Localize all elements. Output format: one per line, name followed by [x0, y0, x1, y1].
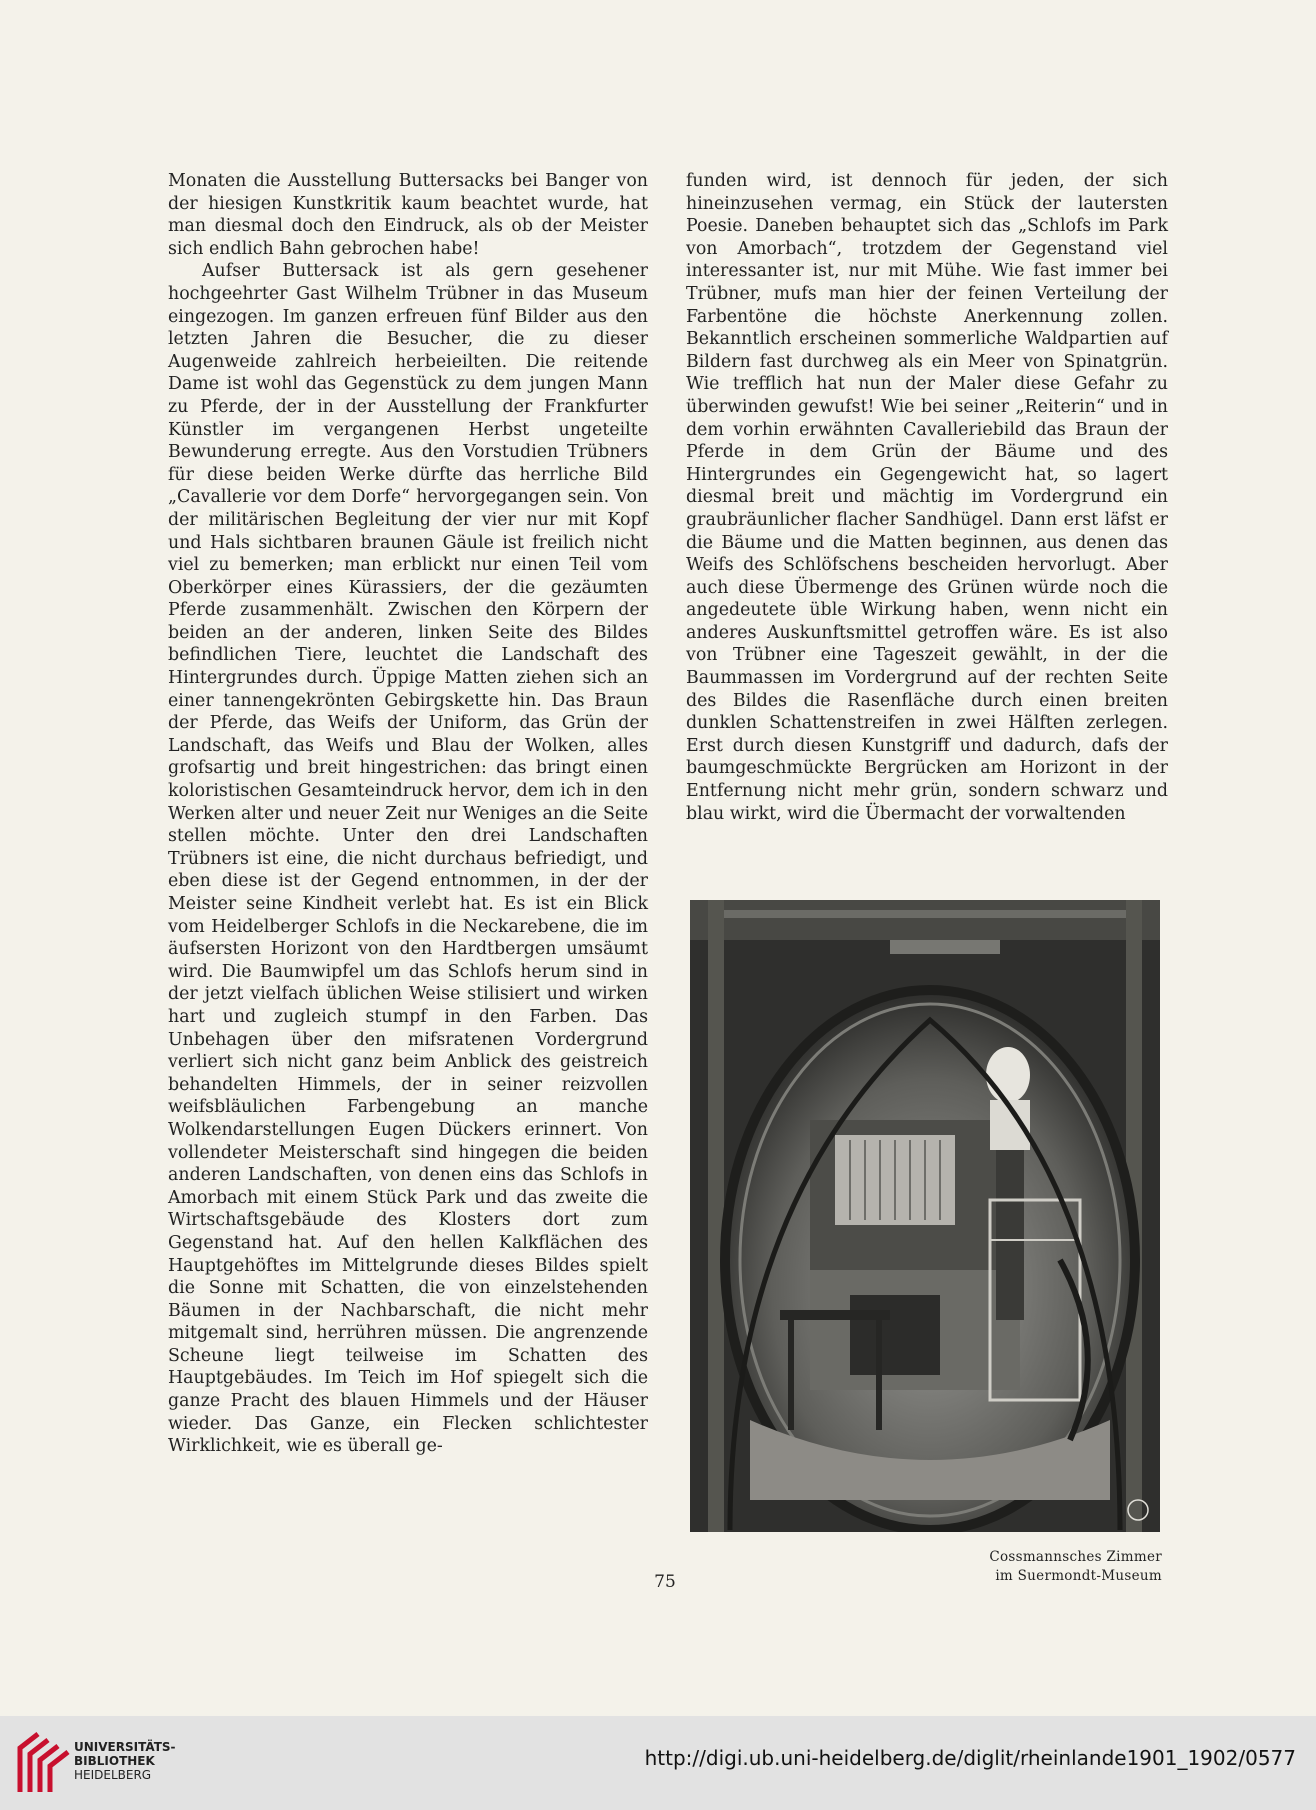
right-text-column — [686, 170, 1168, 825]
paragraph: funden wird, ist dennoch für jeden, der sich hineinzusehen vermag, ein Stück der lautersten Poesie. Daneben behauptet sich das „Schlofs im Park von Amorbach“, trotzdem der Gegenstand viel interessanter ist, nur mit Mühe. Wie fast immer bei Trübner, mufs man hier der feinen Verteilung der Farbentöne die höchste Anerkennung zollen. Bekanntlich erscheinen sommerliche Waldpartien auf Bildern fast durchweg als ein Meer von Spinatgrün. Wie trefflich hat nun der Maler diese Gefahr zu überwinden gewufst! Wie bei seiner „Reiterin“ und in dem vorhin erwähnten Cavalleriebild das Braun der Pferde in dem Grün der Bäume und des Hintergrundes ein Gegengewicht hat, so lagert diesmal breit und mächtig im Vordergrund ein graubräunlicher flacher Sandhügel. Dann erst läfst er die Bäume und die Matten beginnen, aus denen das Weifs des Schlöfschens bescheiden hervorlugt. Aber auch diese Übermenge des Grünen würde noch die angedeutete üble Wirkung haben, wenn nicht ein anderes Auskunftsmittel getroffen wäre. Es ist also von Trübner eine Tageszeit gewählt, in der die Baummassen im Vordergrund auf der rechten Seite des Bildes die Rasenfläche durch einen breiten dunklen Schattenstreifen in zwei Hälften zerlegen. Erst durch diesen Kunstgriff und dadurch, dafs der baumgeschmückte Bergrücken am Horizont in der Entfernung nicht mehr grün, sondern schwarz und blau wirkt, wird die Übermacht der vorwaltenden — [686, 171, 1168, 824]
paragraph: Aufser Buttersack ist als gern gesehener hochgeehrter Gast Wilhelm Trübner in das Museum eingezogen. Im ganzen erfreuen fünf Bilder aus den letzten Jahren die Besucher, die zu dieser Augenweide zahlreich herbeieilten. Die reitende Dame ist wohl das Gegenstück zu dem jungen Mann zu Pferde, der in der Ausstellung der Frankfurter Künstler im vergangenen Herbst ungeteilte Bewunderung erregte. Aus den Vorstudien Trübners für diese beiden Werke dürfte das herrliche Bild „Cavallerie vor dem Dorfe“ hervorgegangen sein. Von der militärischen Begleitung der vier nur mit Kopf und Hals sichtbaren braunen Gäule ist freilich nicht viel zu bemerken; man erblickt nur einen Teil vom Oberkörper eines Kürassiers, der die gezäumten Pferde zusammenhält. Zwischen den Körpern der beiden an der anderen, linken Seite des Bildes befindlichen Tiere, leuchtet die Landschaft des Hintergrundes durch. Üppige Matten ziehen sich an einer tannengekrönten Gebirgskette hin. Das Braun der Pferde, das Weifs der Uniform, das Grün der Landschaft, das Weifs und Blau der Wolken, alles grofsartig und breit hingestrichen: das bringt einen koloristischen Gesamteindruck hervor, dem ich in den Werken alter und neuer Zeit nur Weniges an die Seite stellen möchte. Unter den drei Landschaften Trübners ist eine, die nicht durchaus befriedigt, und eben diese ist der Gegend entnommen, in der der Meister seine Kindheit verlebt hat. Es ist ein Blick vom Heidelberger Schlofs in die Neckarebene, die im äufsersten Horizont von den Hardtbergen umsäumt wird. Die Baumwipfel um das Schlofs herum sind in der jetzt vielfach üblichen Weise stilisiert und wirken hart und zugleich stumpf in den Farben. Das Unbehagen über den mifsratenen Vordergrund verliert sich nicht ganz beim Anblick des geistreich behandelten Himmels, der in seiner reizvollen weifsbläulichen Farbengebung an manche Wolkendarstellungen Eugen Dückers erinnert. Von vollendeter Meisterschaft sind hingegen die beiden anderen Landschaften, von denen eins das Schlofs in Amorbach mit einem Stück Park und das zweite die Wirtschaftsgebäude des Klosters dort zum Gegenstand hat. Auf den hellen Kalkflächen des Hauptgehöftes im Mittelgrunde dieses Bildes spielt die Sonne mit Schatten, die von einzelstehenden Bäumen in der Nachbarschaft, die nicht mehr mitgemalt sind, herrühren müssen. Die angrenzende Scheune liegt teilweise im Schatten des Hauptgebäudes. Im Teich im Hof spiegelt sich die ganze Pracht des blauen Himmels und der Häuser wieder. Das Ganze, ein Flecken schlichtester Wirklichkeit, wie es überall ge- — [168, 261, 648, 1457]
interior-photograph — [690, 900, 1160, 1532]
interior-photo-illustration — [690, 900, 1160, 1532]
library-name-line: BIBLIOTHEK — [74, 1754, 155, 1768]
library-name — [74, 1740, 176, 1782]
university-library-logo-icon — [14, 1730, 72, 1796]
library-name-line: UNIVERSITÄTS- — [74, 1740, 176, 1754]
photo-caption — [900, 1548, 1162, 1586]
library-footer — [0, 1716, 1316, 1810]
paragraph: Monaten die Ausstellung Buttersacks bei Banger von der hiesigen Kunstkritik kaum beachtet wurde, hat man diesmal doch den Eindruck, als ob der Meister sich endlich Bahn gebrochen habe! — [168, 171, 648, 259]
caption-line: im Suermondt-Museum — [995, 1568, 1162, 1584]
page-number: 75 — [654, 1572, 676, 1592]
left-text-column — [168, 170, 648, 1458]
library-name-line: HEIDELBERG — [74, 1768, 152, 1782]
caption-line: Cossmannsches Zimmer — [989, 1549, 1162, 1565]
source-url-link[interactable]: http://digi.ub.uni-heidelberg.de/diglit/rheinlande1901_1902/0577 — [644, 1746, 1296, 1770]
